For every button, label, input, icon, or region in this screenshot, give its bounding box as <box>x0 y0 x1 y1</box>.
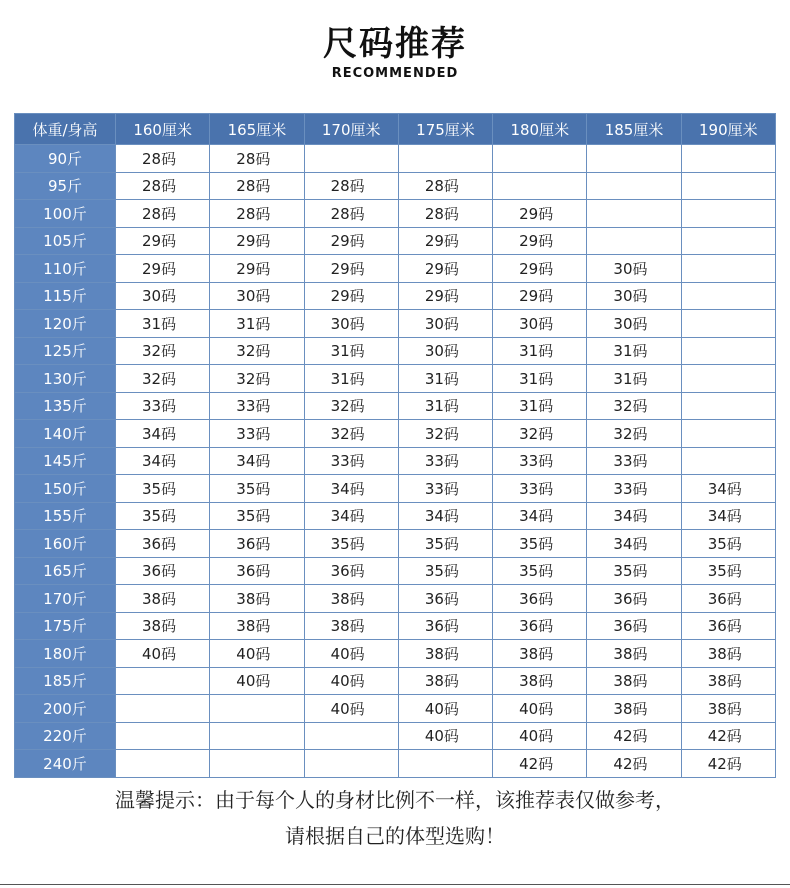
table-row <box>15 612 776 640</box>
size-cell: 40码 <box>398 722 492 750</box>
weight-header: 100斤 <box>15 200 116 228</box>
size-cell: 28码 <box>398 200 492 228</box>
size-cell: 35码 <box>493 557 587 585</box>
size-cell: 40码 <box>210 640 304 668</box>
weight-header: 170斤 <box>15 585 116 613</box>
size-cell: 30码 <box>398 337 492 365</box>
size-cell: 36码 <box>681 585 775 613</box>
size-cell: 36码 <box>681 612 775 640</box>
size-cell: 40码 <box>398 695 492 723</box>
size-cell: 36码 <box>493 585 587 613</box>
size-cell: 40码 <box>210 667 304 695</box>
size-cell: 28码 <box>398 172 492 200</box>
size-cell: 42码 <box>681 750 775 778</box>
size-cell: 31码 <box>304 337 398 365</box>
size-cell: 35码 <box>304 530 398 558</box>
size-cell: 31码 <box>210 310 304 338</box>
size-cell: 34码 <box>116 420 210 448</box>
size-cell: 38码 <box>304 585 398 613</box>
size-cell: 40码 <box>493 722 587 750</box>
size-cell: 30码 <box>587 282 681 310</box>
page-subtitle: RECOMMENDED <box>331 66 459 81</box>
table-row <box>15 722 776 750</box>
table-row <box>15 145 776 173</box>
weight-header: 115斤 <box>15 282 116 310</box>
size-cell: 28码 <box>304 172 398 200</box>
size-cell <box>304 145 398 173</box>
height-header: 165厘米 <box>210 114 304 145</box>
size-cell: 29码 <box>493 282 587 310</box>
size-cell: 35码 <box>398 530 492 558</box>
size-cell <box>116 750 210 778</box>
size-cell: 33码 <box>210 392 304 420</box>
table-row <box>15 447 776 475</box>
size-cell: 31码 <box>304 365 398 393</box>
table-row <box>15 502 776 530</box>
size-cell: 32码 <box>493 420 587 448</box>
table-row <box>15 337 776 365</box>
size-cell <box>493 145 587 173</box>
size-cell: 32码 <box>304 420 398 448</box>
table-row <box>15 557 776 585</box>
size-cell: 38码 <box>493 667 587 695</box>
size-cell: 29码 <box>398 282 492 310</box>
size-cell <box>304 722 398 750</box>
size-cell <box>587 145 681 173</box>
size-cell <box>398 145 492 173</box>
size-cell: 31码 <box>587 337 681 365</box>
size-cell: 38码 <box>210 585 304 613</box>
weight-header: 220斤 <box>15 722 116 750</box>
size-cell <box>210 695 304 723</box>
size-cell: 38码 <box>681 667 775 695</box>
size-cell <box>116 695 210 723</box>
size-cell: 29码 <box>210 255 304 283</box>
weight-header: 95斤 <box>15 172 116 200</box>
size-cell: 28码 <box>116 200 210 228</box>
size-cell: 40码 <box>116 640 210 668</box>
table-row <box>15 667 776 695</box>
size-cell: 32码 <box>210 365 304 393</box>
size-cell: 40码 <box>304 667 398 695</box>
size-cell <box>587 200 681 228</box>
size-cell <box>116 667 210 695</box>
size-cell: 28码 <box>116 172 210 200</box>
size-cell <box>210 750 304 778</box>
size-cell: 34码 <box>398 502 492 530</box>
size-cell: 33码 <box>493 475 587 503</box>
weight-header: 120斤 <box>15 310 116 338</box>
size-cell: 35码 <box>210 502 304 530</box>
size-cell: 32码 <box>210 337 304 365</box>
size-cell <box>210 722 304 750</box>
size-cell: 31码 <box>493 392 587 420</box>
size-cell: 31码 <box>493 365 587 393</box>
size-cell: 28码 <box>116 145 210 173</box>
size-cell: 38码 <box>493 640 587 668</box>
weight-header: 135斤 <box>15 392 116 420</box>
size-cell: 29码 <box>493 227 587 255</box>
weight-header: 185斤 <box>15 667 116 695</box>
table-row <box>15 585 776 613</box>
size-cell: 33码 <box>398 475 492 503</box>
size-cell: 33码 <box>116 392 210 420</box>
table-row <box>15 530 776 558</box>
table-body <box>15 145 776 778</box>
size-cell: 33码 <box>304 447 398 475</box>
size-cell: 31码 <box>116 310 210 338</box>
table-row <box>15 475 776 503</box>
size-cell: 38码 <box>587 667 681 695</box>
size-cell <box>587 172 681 200</box>
size-cell <box>681 282 775 310</box>
size-cell: 30码 <box>587 310 681 338</box>
tip-line-1: 温馨提示：由于每个人的身材比例不一样，该推荐表仅做参考， <box>115 788 675 812</box>
size-cell: 35码 <box>116 502 210 530</box>
size-cell <box>493 172 587 200</box>
size-cell <box>587 227 681 255</box>
size-cell: 34码 <box>116 447 210 475</box>
table-row <box>15 200 776 228</box>
size-cell: 36码 <box>398 612 492 640</box>
size-cell: 38码 <box>398 640 492 668</box>
height-header: 170厘米 <box>304 114 398 145</box>
size-cell: 33码 <box>210 420 304 448</box>
table-row <box>15 695 776 723</box>
weight-header: 130斤 <box>15 365 116 393</box>
bottom-divider <box>0 884 790 885</box>
size-cell: 38码 <box>210 612 304 640</box>
size-cell: 30码 <box>398 310 492 338</box>
size-cell: 30码 <box>116 282 210 310</box>
size-cell <box>681 145 775 173</box>
table-row <box>15 750 776 778</box>
size-cell: 35码 <box>210 475 304 503</box>
table-header <box>15 114 776 145</box>
height-header: 190厘米 <box>681 114 775 145</box>
size-cell: 35码 <box>587 557 681 585</box>
size-cell <box>681 172 775 200</box>
size-cell: 40码 <box>304 640 398 668</box>
size-cell: 33码 <box>587 447 681 475</box>
size-cell <box>304 750 398 778</box>
page-title: 尺码推荐 <box>323 24 467 64</box>
size-cell: 36码 <box>587 585 681 613</box>
size-cell: 40码 <box>493 695 587 723</box>
table-row <box>15 640 776 668</box>
size-cell: 35码 <box>681 557 775 585</box>
weight-header: 105斤 <box>15 227 116 255</box>
size-cell: 38码 <box>398 667 492 695</box>
size-cell <box>681 255 775 283</box>
size-cell: 28码 <box>210 145 304 173</box>
height-header: 175厘米 <box>398 114 492 145</box>
table-row <box>15 227 776 255</box>
size-cell: 31码 <box>398 392 492 420</box>
table-row <box>15 392 776 420</box>
size-cell: 34码 <box>304 475 398 503</box>
tip-line-2: 请根据自己的体型选购！ <box>285 824 505 848</box>
weight-header: 125斤 <box>15 337 116 365</box>
size-cell: 29码 <box>398 255 492 283</box>
size-cell: 33码 <box>587 475 681 503</box>
size-cell: 36码 <box>116 530 210 558</box>
size-cell: 29码 <box>304 255 398 283</box>
size-cell: 28码 <box>210 200 304 228</box>
weight-header: 150斤 <box>15 475 116 503</box>
weight-header: 175斤 <box>15 612 116 640</box>
size-cell: 35码 <box>493 530 587 558</box>
weight-header: 180斤 <box>15 640 116 668</box>
size-cell: 28码 <box>210 172 304 200</box>
weight-header: 155斤 <box>15 502 116 530</box>
size-cell: 32码 <box>587 420 681 448</box>
size-cell: 42码 <box>493 750 587 778</box>
size-cell: 38码 <box>587 640 681 668</box>
height-header: 180厘米 <box>493 114 587 145</box>
size-cell: 30码 <box>210 282 304 310</box>
size-cell: 34码 <box>210 447 304 475</box>
size-cell: 29码 <box>304 282 398 310</box>
size-cell: 28码 <box>304 200 398 228</box>
size-chart-table <box>14 113 776 778</box>
size-cell: 32码 <box>398 420 492 448</box>
size-cell: 36码 <box>493 612 587 640</box>
table-row <box>15 172 776 200</box>
table-row <box>15 365 776 393</box>
size-cell: 42码 <box>587 750 681 778</box>
size-cell: 30码 <box>493 310 587 338</box>
size-cell: 35码 <box>398 557 492 585</box>
table-row <box>15 282 776 310</box>
size-cell: 38码 <box>587 695 681 723</box>
height-header: 185厘米 <box>587 114 681 145</box>
table-row <box>15 255 776 283</box>
size-cell: 30码 <box>304 310 398 338</box>
size-cell <box>681 420 775 448</box>
size-cell <box>681 227 775 255</box>
size-cell: 36码 <box>304 557 398 585</box>
size-cell: 34码 <box>587 530 681 558</box>
size-cell: 38码 <box>116 612 210 640</box>
weight-header: 240斤 <box>15 750 116 778</box>
size-cell: 36码 <box>210 530 304 558</box>
size-cell <box>681 365 775 393</box>
size-cell <box>681 447 775 475</box>
size-cell: 36码 <box>398 585 492 613</box>
size-cell: 29码 <box>493 255 587 283</box>
size-cell: 34码 <box>493 502 587 530</box>
size-cell <box>681 337 775 365</box>
size-cell <box>116 722 210 750</box>
size-cell: 29码 <box>304 227 398 255</box>
size-cell: 36码 <box>116 557 210 585</box>
header-row <box>15 114 776 145</box>
height-header: 160厘米 <box>116 114 210 145</box>
size-cell: 42码 <box>587 722 681 750</box>
size-cell: 40码 <box>304 695 398 723</box>
size-cell: 35码 <box>116 475 210 503</box>
weight-header: 90斤 <box>15 145 116 173</box>
weight-header: 200斤 <box>15 695 116 723</box>
size-cell: 38码 <box>681 695 775 723</box>
weight-header: 165斤 <box>15 557 116 585</box>
size-cell: 32码 <box>116 365 210 393</box>
table-row <box>15 310 776 338</box>
size-cell <box>681 392 775 420</box>
size-cell <box>398 750 492 778</box>
size-cell: 34码 <box>681 502 775 530</box>
size-cell: 30码 <box>587 255 681 283</box>
size-cell: 31码 <box>493 337 587 365</box>
size-cell: 29码 <box>116 227 210 255</box>
size-cell: 29码 <box>398 227 492 255</box>
corner-header: 体重/身高 <box>15 114 116 145</box>
size-cell: 34码 <box>587 502 681 530</box>
size-cell: 31码 <box>587 365 681 393</box>
size-cell: 29码 <box>210 227 304 255</box>
size-cell: 34码 <box>681 475 775 503</box>
size-cell: 38码 <box>681 640 775 668</box>
size-cell: 32码 <box>587 392 681 420</box>
size-cell <box>681 310 775 338</box>
size-cell: 32码 <box>304 392 398 420</box>
weight-header: 140斤 <box>15 420 116 448</box>
size-cell: 31码 <box>398 365 492 393</box>
table-row <box>15 420 776 448</box>
weight-header: 110斤 <box>15 255 116 283</box>
size-cell: 33码 <box>398 447 492 475</box>
size-cell: 36码 <box>587 612 681 640</box>
size-cell: 29码 <box>116 255 210 283</box>
size-cell: 32码 <box>116 337 210 365</box>
size-cell: 33码 <box>493 447 587 475</box>
size-cell: 38码 <box>116 585 210 613</box>
size-cell: 29码 <box>493 200 587 228</box>
size-cell: 35码 <box>681 530 775 558</box>
size-cell: 42码 <box>681 722 775 750</box>
size-cell: 34码 <box>304 502 398 530</box>
weight-header: 160斤 <box>15 530 116 558</box>
weight-header: 145斤 <box>15 447 116 475</box>
size-cell: 36码 <box>210 557 304 585</box>
size-cell <box>681 200 775 228</box>
size-cell: 38码 <box>304 612 398 640</box>
